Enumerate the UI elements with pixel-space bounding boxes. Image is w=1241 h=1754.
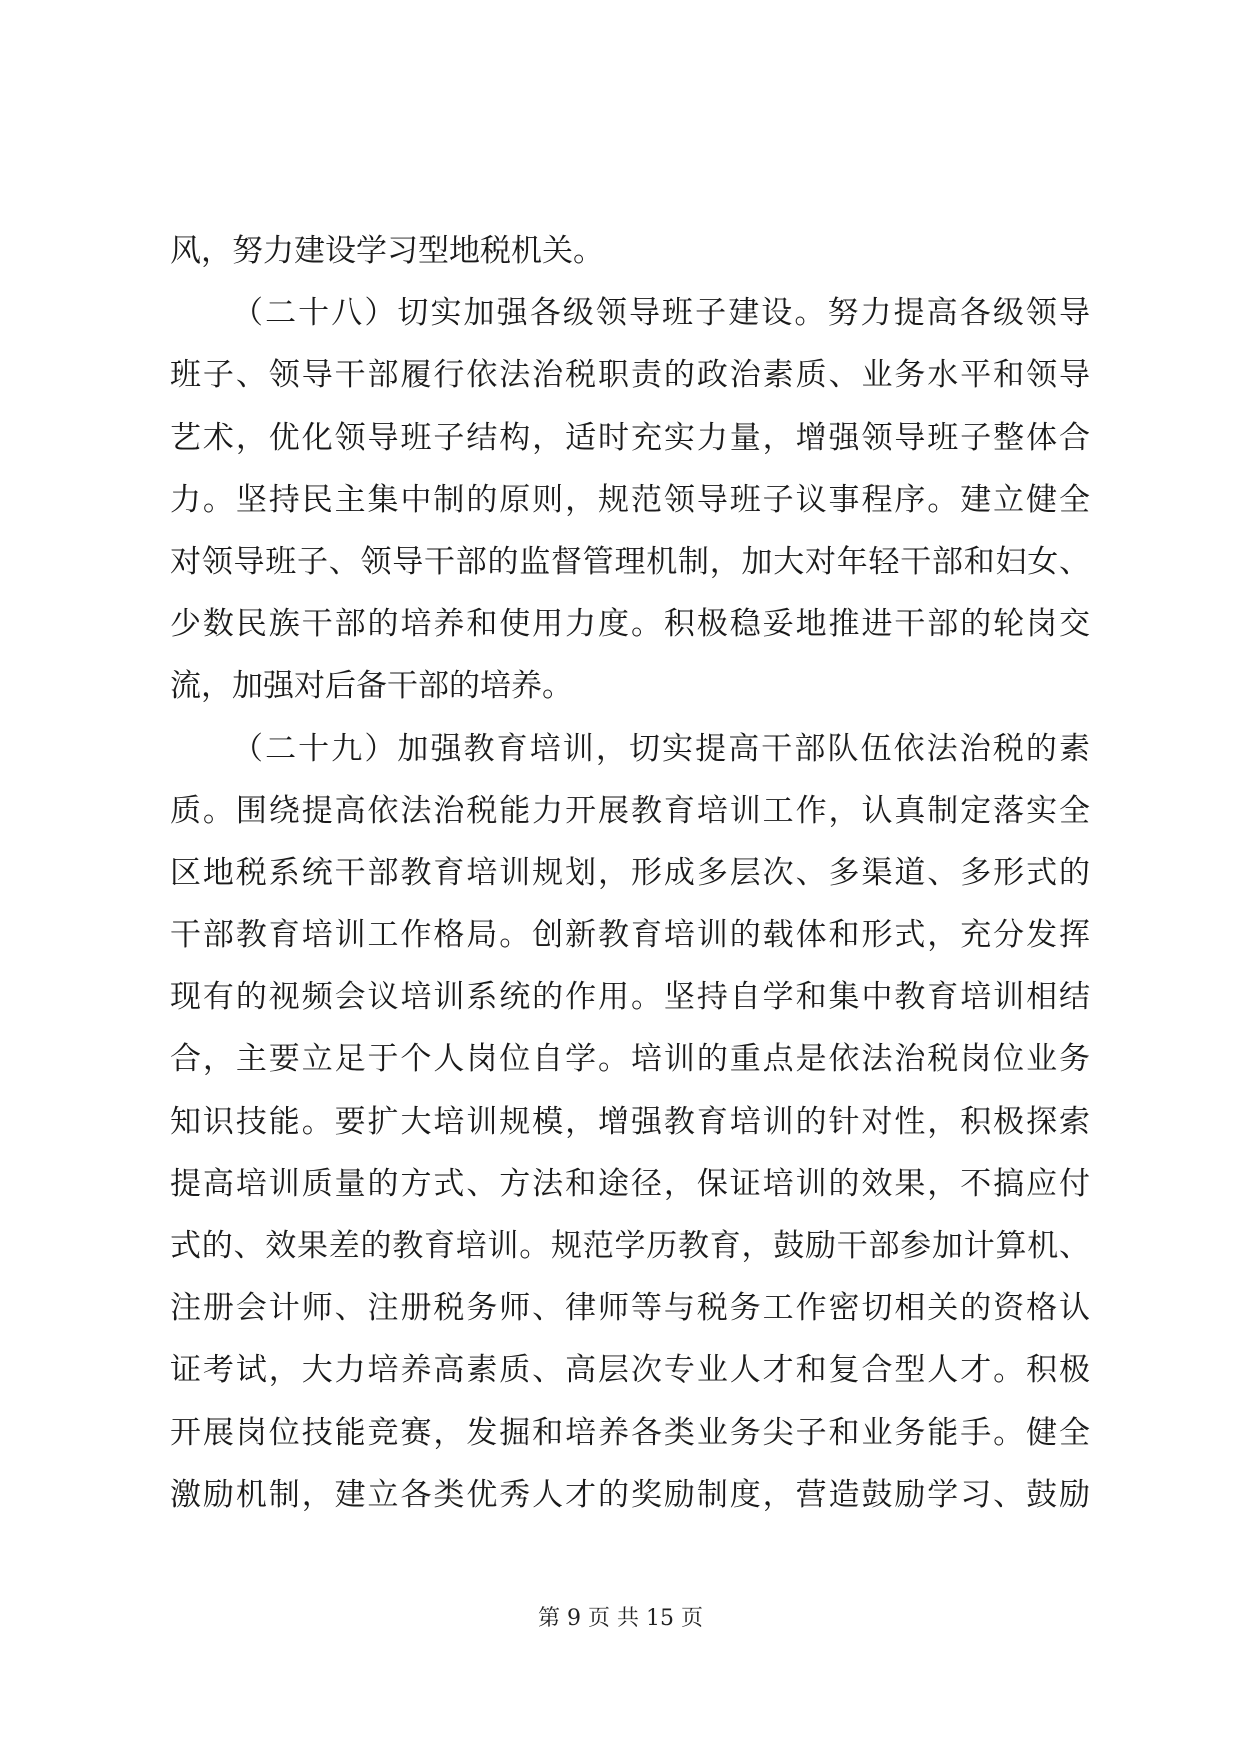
text-line: 开展岗位技能竞赛，发掘和培养各类业务尖子和业务能手。健全 (170, 1414, 1090, 1451)
text-line: 对领导班子、领导干部的监督管理机制，加大对年轻干部和妇女、 (170, 543, 1090, 580)
text-line: 少数民族干部的培养和使用力度。积极稳妥地推进干部的轮岗交 (170, 606, 1090, 643)
text-line: 艺术，优化领导班子结构，适时充实力量，增强领导班子整体合 (170, 419, 1090, 456)
body-text (170, 220, 1090, 1526)
text-line: 提高培训质量的方式、方法和途径，保证培训的效果，不搞应付 (170, 1165, 1090, 1202)
text-line: 区地税系统干部教育培训规划，形成多层次、多渠道、多形式的 (170, 854, 1090, 891)
text-line: 注册会计师、注册税务师、律师等与税务工作密切相关的资格认 (170, 1290, 1090, 1327)
text-line: 质。围绕提高依法治税能力开展教育培训工作，认真制定落实全 (170, 792, 1090, 829)
text-line: 现有的视频会议培训系统的作用。坚持自学和集中教育培训相结 (170, 979, 1090, 1016)
text-line: 合，主要立足于个人岗位自学。培训的重点是依法治税岗位业务 (170, 1041, 1090, 1078)
text-line: （二十八）切实加强各级领导班子建设。努力提高各级领导 (232, 295, 1090, 332)
text-line: （二十九）加强教育培训，切实提高干部队伍依法治税的素 (232, 730, 1090, 767)
text-line: 知识技能。要扩大培训规模，增强教育培训的针对性，积极探索 (170, 1103, 1090, 1140)
text-line: 激励机制，建立各类优秀人才的奖励制度，营造鼓励学习、鼓励 (170, 1476, 1090, 1513)
text-line: 力。坚持民主集中制的原则，规范领导班子议事程序。建立健全 (170, 481, 1090, 518)
text-line: 流，加强对后备干部的培养。 (170, 668, 573, 705)
page-number-footer: 第 9 页 共 15 页 (538, 1606, 703, 1631)
text-line: 式的、效果差的教育培训。规范学历教育，鼓励干部参加计算机、 (170, 1228, 1090, 1264)
text-line: 干部教育培训工作格局。创新教育培训的载体和形式，充分发挥 (170, 917, 1090, 954)
text-line: 班子、领导干部履行依法治税职责的政治素质、业务水平和领导 (170, 357, 1090, 394)
text-line: 风，努力建设学习型地税机关。 (170, 233, 604, 269)
text-line: 证考试，大力培养高素质、高层次专业人才和复合型人才。积极 (170, 1352, 1090, 1389)
